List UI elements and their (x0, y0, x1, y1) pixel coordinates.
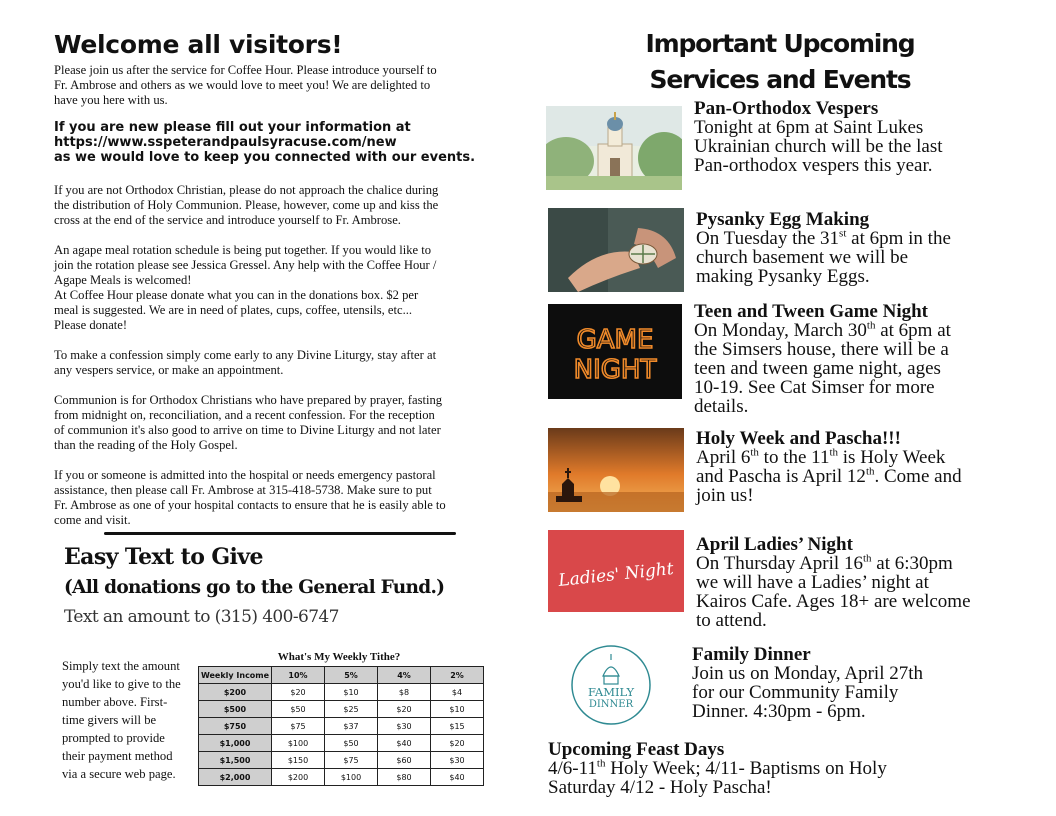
communion-notice: Communion is for Orthodox Christians who have prepared by prayer, fasting from midnight on, reconciliation, and a recent confession. For the reception of communion it's also good to arrive on time to Divine Liturgy and not later than the reading of the Holy Gospel. (54, 393, 443, 452)
event-ladies-night (696, 535, 1036, 630)
tithe-table (198, 666, 484, 786)
table-header-cell: 2% (431, 667, 484, 684)
table-cell: $10 (431, 701, 484, 718)
table-cell: $20 (378, 701, 431, 718)
table-cell: $150 (272, 752, 325, 769)
pysanky-egg-icon (548, 208, 684, 292)
table-cell: $30 (378, 718, 431, 735)
table-cell: $20 (272, 684, 325, 701)
sunset-church-icon (548, 428, 684, 512)
table-cell: $200 (199, 684, 272, 701)
general-fund-note: (All donations go to the General Fund.) (64, 577, 445, 598)
event-pysanky (696, 210, 1026, 286)
table-cell: $10 (325, 684, 378, 701)
hospital-notice: If you or someone is admitted into the hospital or needs emergency pastoral assistance, then please call Fr. Ambrose at 315-418-5738. Make sure to put Fr. Ambrose as one of your hospital contacts to ensure that he is easily able to come and visit. (54, 468, 446, 527)
event-family-dinner (692, 645, 1022, 721)
event-description: On Thursday April 16th at 6:30pm we will have a Ladies’ night at Kairos Cafe. Ages 18+ are welcome to attend. (696, 552, 971, 631)
table-cell: $37 (325, 718, 378, 735)
event-title: Holy Week and Pascha!!! (696, 428, 901, 449)
feast-days (548, 740, 1018, 797)
feast-days-title: Upcoming Feast Days (548, 739, 725, 760)
section-divider (104, 532, 456, 535)
table-cell: $60 (378, 752, 431, 769)
table-row (199, 769, 484, 786)
table-cell: $75 (272, 718, 325, 735)
egg-painting-image (548, 208, 684, 292)
table-cell: $750 (199, 718, 272, 735)
table-cell: $30 (431, 752, 484, 769)
tithe-table-title: What's My Weekly Tithe? (277, 651, 401, 663)
event-description: Join us on Monday, April 27th for our Community Family Dinner. 4:30pm - 6pm. (692, 663, 923, 722)
welcome-intro: Please join us after the service for Coffee Hour. Please introduce yourself to Fr. Ambrose and others as we would love to meet you! We are delighted to have you here with us. (54, 63, 437, 107)
sign-line-1: GAME (576, 325, 654, 355)
events-heading: Important Upcoming Services and Events (645, 29, 915, 94)
event-description: April 6th to the 11th is Holy Week and Pascha is April 12th. Come and join us! (696, 446, 962, 506)
ladies-night-script: Ladies' Night (557, 559, 675, 591)
table-cell: $20 (431, 735, 484, 752)
table-row (199, 701, 484, 718)
event-title: Pysanky Egg Making (696, 209, 870, 230)
table-cell: $40 (378, 735, 431, 752)
table-cell: $4 (431, 684, 484, 701)
table-cell: $8 (378, 684, 431, 701)
table-cell: $50 (272, 701, 325, 718)
table-row (199, 718, 484, 735)
table-header-cell: 10% (272, 667, 325, 684)
event-title: Family Dinner (692, 644, 811, 665)
ladies-night-graphic (548, 530, 684, 612)
event-description: On Monday, March 30th at 6pm at the Simsers house, there will be a teen and tween game night, ages 10-19. See Cat Simser for more details. (694, 319, 951, 417)
table-row (199, 735, 484, 752)
table-cell: $500 (199, 701, 272, 718)
event-title: Teen and Tween Game Night (694, 301, 929, 322)
event-holy-week (696, 429, 1026, 505)
table-header-cell: 5% (325, 667, 378, 684)
family-dinner-logo-icon (570, 644, 652, 726)
church-painting-image (546, 106, 682, 190)
logo-dinner-text: DINNER (588, 699, 634, 710)
feast-days-list: 4/6-11th Holy Week; 4/11- Baptisms on Holy Saturday 4/12 - Holy Pascha! (548, 757, 887, 798)
event-description: Tonight at 6pm at Saint Lukes Ukrainian church will be the last Pan-orthodox vespers this year. (694, 117, 943, 176)
confession-notice: To make a confession simply come early to any Divine Liturgy, stay after at any vespers service, or make an appointment. (54, 348, 437, 377)
table-header-cell: Weekly Income (199, 667, 272, 684)
text-to-give-instructions: Simply text the amount you'd like to give to the number above. First- time givers will be prompted to provide their payment method via a secure web page. (62, 659, 181, 781)
text-to-give-number: Text an amount to (315) 400-6747 (64, 607, 339, 627)
game-night-sign (548, 304, 682, 399)
event-title: April Ladies’ Night (696, 534, 853, 555)
event-title: Pan-Orthodox Vespers (694, 98, 879, 119)
table-cell: $1,000 (199, 735, 272, 752)
neon-sign-icon (548, 304, 682, 399)
table-cell: $200 (272, 769, 325, 786)
table-row (199, 752, 484, 769)
sunset-church-image (548, 428, 684, 512)
table-cell: $25 (325, 701, 378, 718)
signup-link[interactable]: https://www.sspeterandpaulsyracuse.com/new (54, 135, 397, 150)
table-cell: $80 (378, 769, 431, 786)
newcomer-notice: If you are new please fill out your information at https://www.sspeterandpaulsyracuse.com/new as we would love to keep you connected with our events. (54, 120, 514, 165)
table-header-cell: 4% (378, 667, 431, 684)
table-cell: $40 (431, 769, 484, 786)
table-cell: $2,000 (199, 769, 272, 786)
welcome-heading: Welcome all visitors! (54, 30, 343, 59)
table-cell: $100 (272, 735, 325, 752)
table-cell: $100 (325, 769, 378, 786)
table-cell: $1,500 (199, 752, 272, 769)
church-painting-icon (546, 106, 682, 190)
chalice-notice: If you are not Orthodox Christian, please do not approach the chalice during the distribution of Holy Communion. Please, however, come up and kiss the cross at the end of the service and introduce yourself to Fr. Ambrose. (54, 183, 439, 227)
event-vespers (694, 99, 1024, 175)
event-game-night (694, 302, 1034, 416)
sign-line-2: NIGHT (573, 355, 657, 385)
ladies-night-icon (548, 530, 684, 612)
text-to-give-heading: Easy Text to Give (64, 544, 263, 570)
table-row (199, 684, 484, 701)
table-cell: $75 (325, 752, 378, 769)
event-description: On Tuesday the 31st at 6pm in the church basement we will be making Pysanky Eggs. (696, 227, 951, 287)
table-cell: $15 (431, 718, 484, 735)
table-cell: $50 (325, 735, 378, 752)
family-dinner-logo (570, 644, 652, 726)
logo-family-text: FAMILY (587, 685, 635, 699)
agape-notice: An agape meal rotation schedule is being put together. If you would like to join the rotation please see Jessica Gressel. Any help with the Coffee Hour / Agape Meals is welcomed! At Coffee Hour please donate what you can in the donations box. $2 per meal is suggested. We are in need of plates, cups, coffee, utensils, etc... Please donate! (54, 243, 437, 332)
table-header-row (199, 667, 484, 684)
